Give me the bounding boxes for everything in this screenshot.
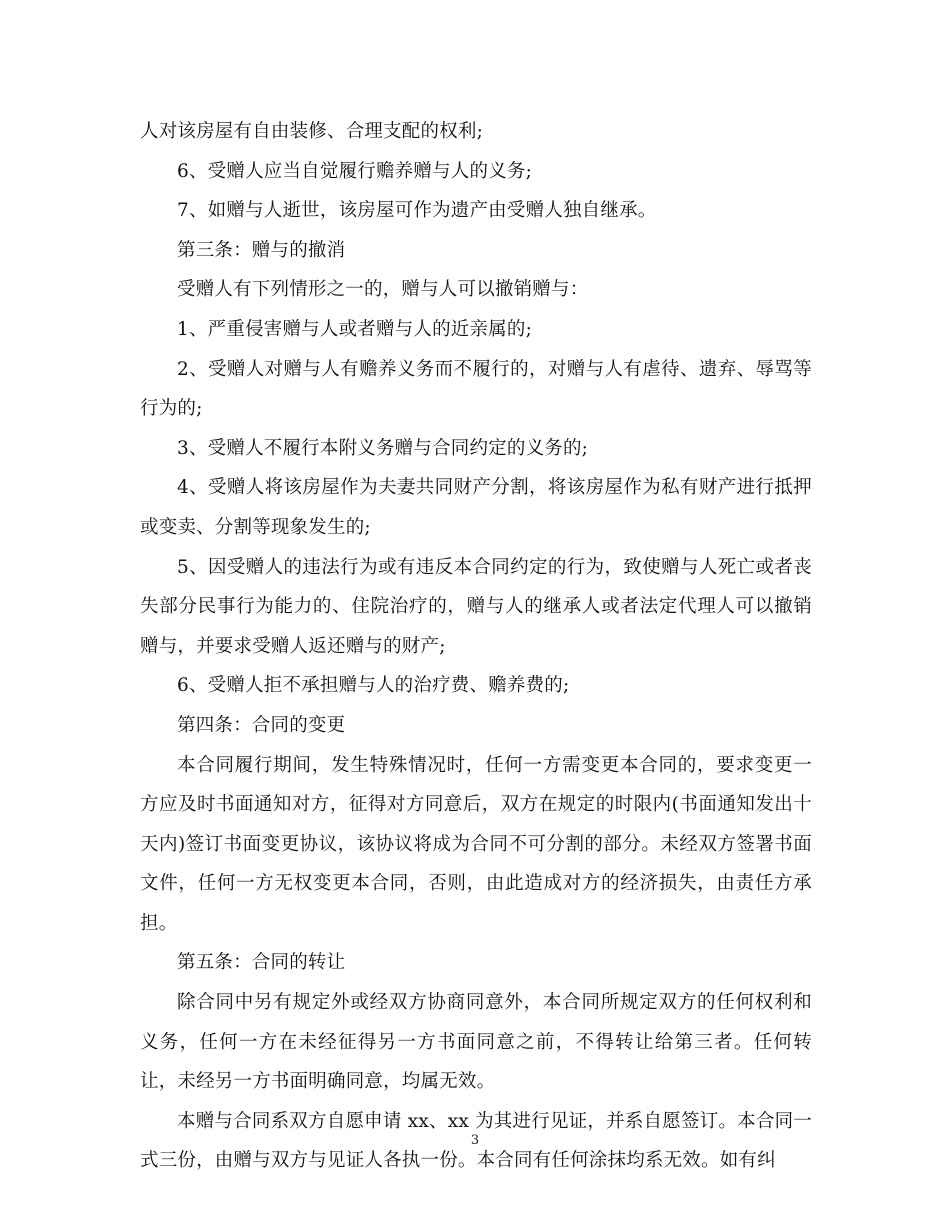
document-body xyxy=(140,112,812,1181)
page-number: 3 xyxy=(470,1133,480,1148)
paragraph: 6、受赠人应当自觉履行赡养赠与人的义务; xyxy=(177,160,533,182)
paragraph: 7、如赠与人逝世，该房屋可作为遗产由受赠人独自继承。 xyxy=(177,200,657,222)
paragraph: 1、严重侵害赠与人或者赠与人的近亲属的; xyxy=(177,318,533,340)
paragraph: 6、受赠人拒不承担赠与人的治疗费、赡养费的; xyxy=(177,675,570,697)
paragraph: 第五条：合同的转让 xyxy=(177,952,346,974)
paragraph: 3、受赠人不履行本附义务赠与合同约定的义务的; xyxy=(177,437,589,459)
paragraph: 4、受赠人将该房屋作为夫妻共同财产分割，将该房屋作为私有财产进行抵押或变卖、分割等现象发生的; xyxy=(140,477,812,538)
paragraph: 除合同中另有规定外或经双方协商同意外，本合同所规定双方的任何权利和义务，任何一方在未经征得另一方书面同意之前，不得转让给第三者。任何转让，未经另一方书面明确同意，均属无效。 xyxy=(140,992,812,1093)
paragraph: 人对该房屋有自由装修、合理支配的权利; xyxy=(140,121,484,142)
paragraph: 2、受赠人对赠与人有赡养义务而不履行的，对赠与人有虐待、遗弃、辱骂等行为的; xyxy=(140,358,812,420)
paragraph: 本赠与合同系双方自愿申请 xx、xx 为其进行见证，并系自愿签订。本合同一式三份，由赠与双方与见证人各执一份。本合同有任何涂抹均系无效。如有纠 xyxy=(140,1110,812,1172)
paragraph: 本合同履行期间，发生特殊情况时，任何一方需变更本合同的，要求变更一方应及时书面通知对方，征得对方同意后，双方在规定的时限内(书面通知发出十天内)签订书面变更协议，该协议将成为合同不可分割的部分。未经双方签署书面文件，任何一方无权变更本合同，否则，由此造成对方的经济损失，由责任方承担。 xyxy=(140,754,812,934)
paragraph: 5、因受赠人的违法行为或有违反本合同约定的行为，致使赠与人死亡或者丧失部分民事行为能力的、住院治疗的，赠与人的继承人或者法定代理人可以撤销赠与，并要求受赠人返还赠与的财产; xyxy=(140,556,812,657)
paragraph: 受赠人有下列情形之一的，赠与人可以撤销赠与： xyxy=(177,279,589,301)
paragraph: 第四条：合同的变更 xyxy=(177,714,346,736)
paragraph: 第三条：赠与的撤消 xyxy=(177,239,346,261)
